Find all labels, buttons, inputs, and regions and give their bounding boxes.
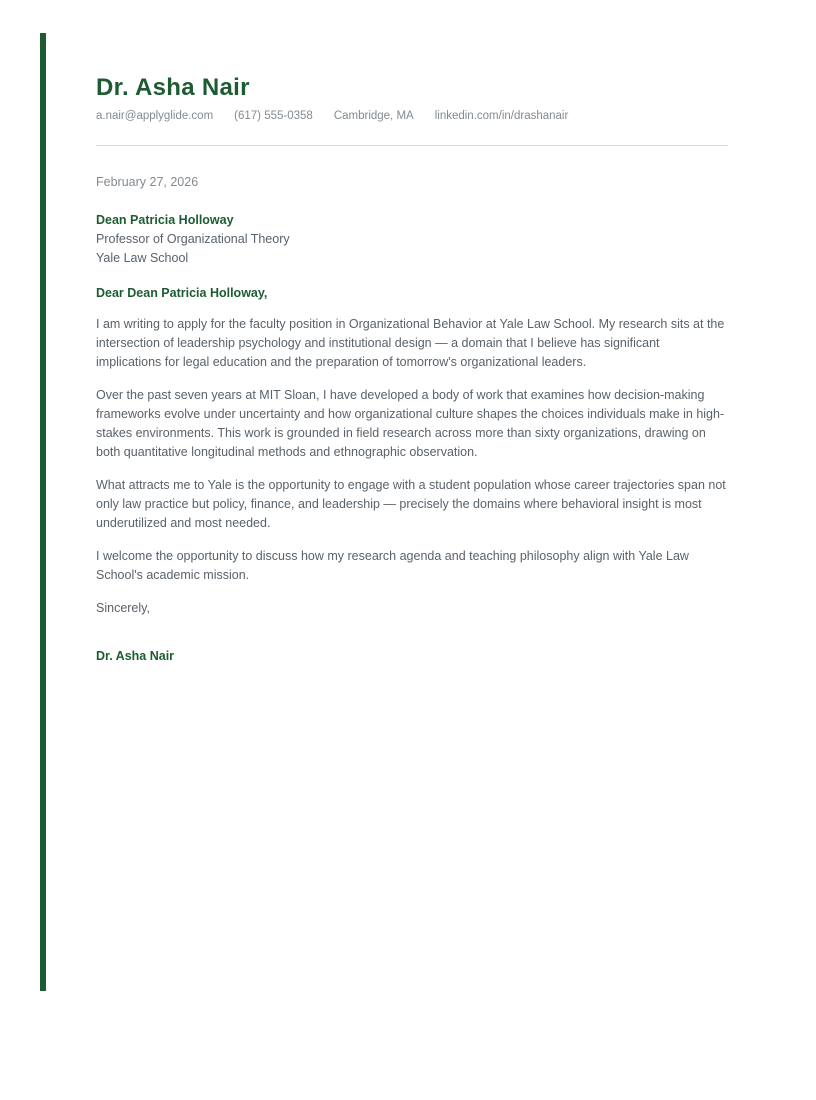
accent-bar bbox=[40, 33, 46, 991]
letter-date: February 27, 2026 bbox=[96, 175, 199, 189]
contact-location: Cambridge, MA bbox=[333, 110, 414, 122]
cover-letter-document bbox=[96, 0, 728, 666]
recipient-title: Professor of Organizational Theory bbox=[96, 232, 290, 246]
body-paragraph-2: Over the past seven years at MIT Sloan, I have developed a body of work that examines how decision-making frameworks evolve under uncertainty and how organizational culture shapes the choices individuals make in high-stakes environments. This work is grounded in field research across more than sixty organizations, drawing on both quantitative longitudinal methods and ethnographic observation. bbox=[96, 388, 725, 459]
recipient-name: Dean Patricia Holloway bbox=[96, 213, 234, 227]
body-paragraph-4: I welcome the opportunity to discuss how my research agenda and teaching philosophy align with Yale Law School's academic mission. bbox=[96, 549, 689, 582]
applicant-name-heading: Dr. Asha Nair bbox=[96, 74, 250, 101]
contact-linkedin: linkedin.com/in/drashanair bbox=[434, 110, 569, 122]
body-paragraph-3: What attracts me to Yale is the opportunity to engage with a student population whose career trajectories span not only law practice but policy, finance, and leadership — precisely the domains where behavioral insight is most underutilized and most needed. bbox=[96, 478, 726, 530]
closing-line: Sincerely, bbox=[96, 601, 150, 615]
recipient-block bbox=[96, 211, 728, 268]
contact-phone: (617) 555-0358 bbox=[234, 110, 313, 122]
body-paragraph-1: I am writing to apply for the faculty position in Organizational Behavior at Yale Law School. My research sits at the intersection of leadership psychology and institutional design — a domain that I believe has significant implications for legal education and the preparation of tomorrow's organizational leaders. bbox=[96, 317, 725, 369]
contact-info-row bbox=[96, 109, 728, 124]
recipient-organization: Yale Law School bbox=[96, 251, 189, 265]
salutation: Dear Dean Patricia Holloway, bbox=[96, 286, 268, 300]
contact-email: a.nair@applyglide.com bbox=[96, 110, 214, 122]
header-divider bbox=[96, 145, 728, 146]
signature-name: Dr. Asha Nair bbox=[96, 649, 175, 663]
